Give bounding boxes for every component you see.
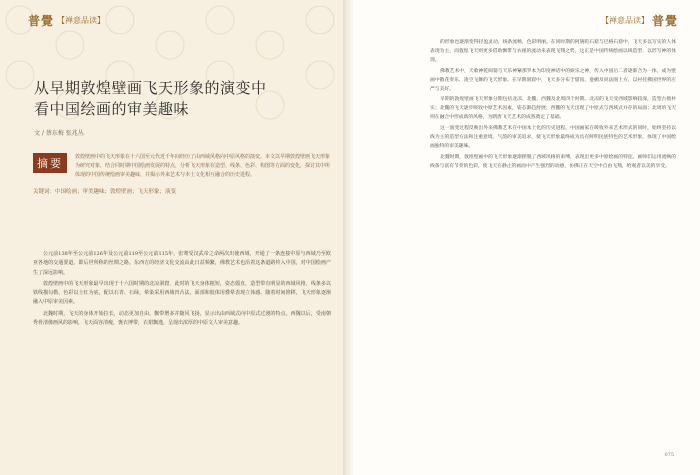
- column-tag: 【禅意品读】: [57, 16, 106, 25]
- abstract-label: 摘要: [33, 153, 67, 173]
- brand-logo: 普覺: [651, 14, 678, 28]
- right-header: [601, 12, 678, 29]
- abstract-text: 敦煌壁画中的飞天形象在十六国至元代近千年间经历了由西域风格向中原风格的演变。本文以早期敦煌壁画飞天形象为研究对象，结合同时期中国绘画发展的特点，分析飞天形象在造型、线条、色彩、构图等方面的变化，探讨其中所体现的中国传统绘画审美趣味，并揭示外来艺术与本土文化相互融合的历史进程。: [75, 154, 331, 178]
- body-paragraph: 佛教艺术中，天歌神乾闼婆与天乐神紧那罗本为印度神话中的娱乐之神，传入中国后二者逐渐合为一体，成为壁画中散花奏乐、凌空飞舞的飞天形象。在早期洞窟中，飞天多分布于窟顶、龛楣及说法图上方，以衬托佛国世界的庄严与美好。: [430, 68, 676, 92]
- left-body-text: [33, 250, 331, 330]
- body-paragraph: 的形象也逐渐变得轻盈灵动，线条流畅，色彩明丽。在同时期的阿旃陀石窟与巴格石窟中，飞天多以写实的人体表现为主，而敦煌飞天则更多借助飘带与衣裙的流动来表现飞翔之势，这正是中国传统绘画以线造型、以形写神的体现。: [430, 40, 676, 63]
- right-body-text: [430, 39, 676, 174]
- right-page: [353, 0, 700, 475]
- title-line-2: 看中国绘画的审美趣味: [34, 100, 190, 118]
- brand-logo: 普覺: [28, 14, 55, 28]
- body-paragraph: 北魏时期，敦煌壁画中的飞天形象逐渐摆脱了西域风格的束缚，表现出更多中原绘画的特征。画师们运用流畅的线条与富有节奏的色彩，使飞天在静止的画面中产生强烈的动感，仿佛正在天空中自由飞翔，给观者以美的享受。: [430, 154, 676, 169]
- abstract-block: [33, 153, 331, 180]
- article-title: [34, 78, 324, 120]
- body-paragraph: 敦煌壁画中的飞天形象最早出现于十六国时期的北凉洞窟，此时的飞天身体粗短，姿态僵直，造型带有明显的西域风格，线条多以铁线描勾勒，色彩以土红为底，配以石青、石绿，晕染采用西域凹凸法，面部和肢体用叠晕表现立体感。随着时间推移，飞天形象逐渐融入中原审美因素。: [33, 280, 331, 306]
- page-gutter: [343, 0, 353, 475]
- body-paragraph: 这一演变过程反映出外来佛教艺术在中国本土化的历史进程。中国画家在吸收外来艺术形式的同时，始终坚持以线为主的造型方法和注重意境、气韵的审美追求，使飞天形象最终成为具有鲜明民族特色的艺术形象，体现了中国绘画独特的审美趣味。: [430, 126, 676, 149]
- column-tag: 【禅意品读】: [600, 16, 649, 25]
- title-line-1: 从早期敦煌壁画飞天形象的演变中: [34, 79, 267, 97]
- body-paragraph: 公元前138年至公元前126年及公元前119至公元前115年，张骞受汉武帝之命两次出使西域，开通了一条连接中原与西域乃至欧亚各地的交通要道，即后世所称的丝绸之路。东西方的经济文化交流由此日益频繁，佛教艺术也沿着这条道路传入中国，对中国绘画产生了深远影响。: [33, 251, 331, 276]
- body-paragraph: 早期的敦煌壁画飞天形象分期包括北凉、北魏、西魏及北周四个时期。北凉的飞天受西域影响较深，造型古拙朴实；北魏的飞天逐步吸收中原艺术因素，姿态渐趋舒展；西魏的飞天出现了中原式与西域式并存的局面；北周的飞天则在融合中形成新的风格，为隋唐飞天艺术的成熟奠定了基础。: [430, 97, 676, 121]
- left-page: [0, 0, 343, 475]
- left-header: [28, 12, 105, 29]
- keywords: 关键词：中国绘画；审美趣味；敦煌壁画；飞天形象；演变: [33, 189, 177, 195]
- body-paragraph: 北魏时期，飞天的身体开始拉长，动态更加自由，飘带增多并随风飞扬，显示出由西域式向中原式过渡的特点。西魏以后，受南朝秀骨清像画风的影响，飞天面容清瘦，褒衣博带，衣裙飘逸，呈现出浓厚的中原文人审美意趣。: [33, 310, 331, 327]
- author-byline: 文 / 蔡东梅 张兆丛: [34, 130, 84, 137]
- page-number: 075: [664, 452, 674, 458]
